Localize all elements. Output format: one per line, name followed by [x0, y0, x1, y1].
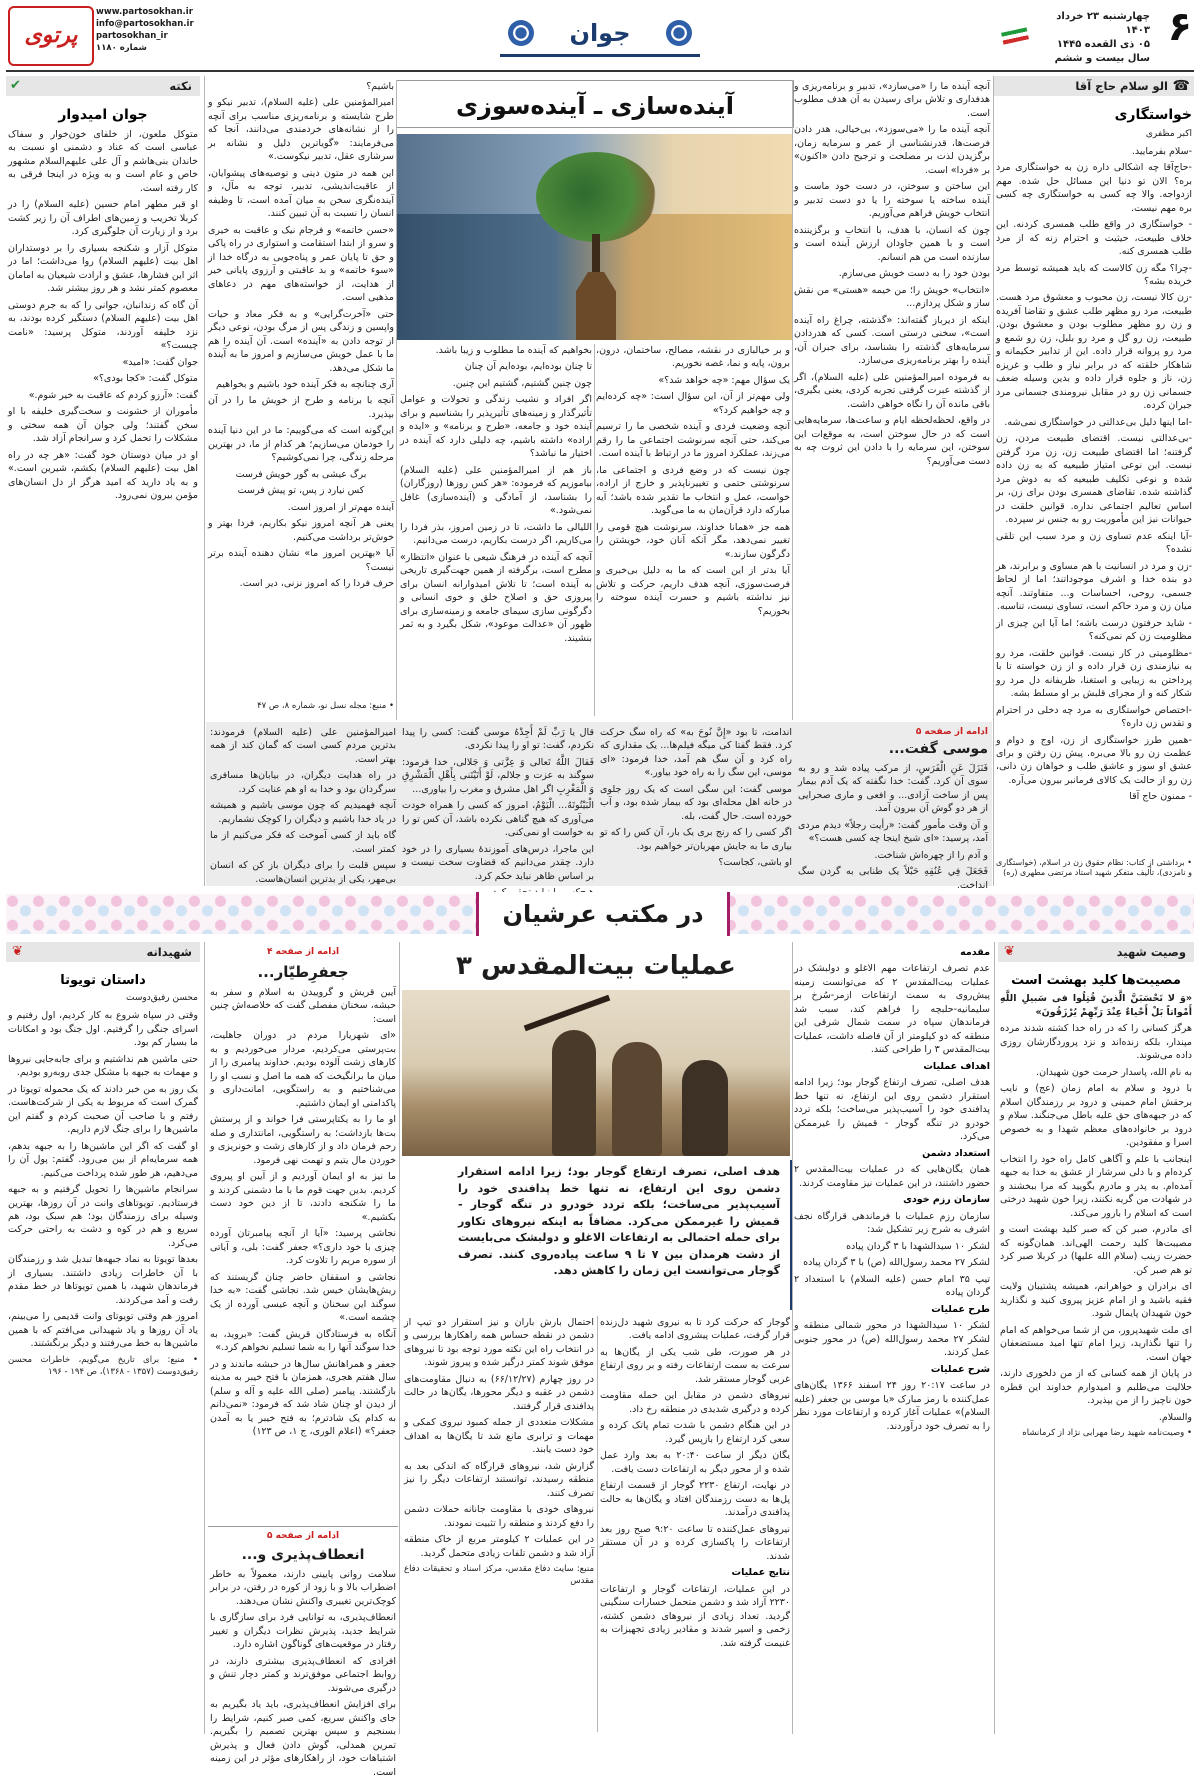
article-title: داستان تویوتا: [60, 973, 146, 988]
paragraph: یگان دیگر از ساعت ۲۰:۴۰ به بعد وارد عمل شده و از محور دیگر به ارتفاعات دست یافت.: [600, 1450, 790, 1475]
paragraph: این‌گونه است که می‌گوییم: ما در این دنیا آینده را خودمان می‌سازیم؛ هر کدام از ما، در بهترین مرحله زندگی، چرا نمی‌کوشیم؟: [208, 425, 394, 464]
paragraph: -اختصاص خواستگاری به مرد چه دخلی در احترام و تقدس زن داره؟: [996, 704, 1192, 730]
musa-continued: ادامه از صفحه ۵: [915, 727, 988, 737]
enetaf-article: [210, 1568, 396, 1778]
page-number: ۶: [1167, 4, 1192, 50]
paragraph: به نام الله، پاسدار حرمت خون شهیدان.: [1036, 1066, 1192, 1078]
footnote: • وصیت‌نامه شهید رضا مهرابی نژاد از کرمانشاه: [1022, 1427, 1192, 1438]
paragraph: آینده مهم‌تر از امروز است.: [287, 501, 394, 513]
amaliat-col-left: [794, 946, 990, 1732]
paragraph: در این عملیات ۲ کیلومتر مربع از خاک منطقه آزاد شد و دشمن تلفات زیادی متحمل گردید.: [404, 1534, 594, 1559]
toyota-article: [8, 968, 198, 1732]
jafar-article: [210, 986, 396, 1522]
paragraph: جعفر و همراهانش سال‌ها در حبشه ماندند و در سال هفتم هجری، همزمان با فتح خیبر به مدینه بازگشتند. پیامبر (صلی الله علیه و آله و سلم) از دیدن او چنان شاد شد که فرمود: «نمی‌دانم به کدام یک شادترم؛ به فتح خیبر یا به آمدن جعفر؟» (اعلام الوری، ج ۱، ص ۱۲۳): [210, 1358, 396, 1438]
paragraph: چون نیست که در وضع فردی و اجتماعی ما، سرنوشتی حتمی و تغییرناپذیر و خارج از اراده، خواست، عمل و انتخاب ما تقدیر شده باشد؛ آیه مبارکه دارد قرآن‌مان به ما می‌گوید.: [596, 464, 790, 517]
paragraph: ولی مهم‌تر از آن، این سؤال است: «چه کرده‌ایم و چه خواهیم کرد؟»: [596, 391, 790, 416]
paragraph: سلامت روانی پایینی دارند، معمولاً به خاطر اضطراب بالا و با زود از کوره در رفتن، در برابر کوچک‌ترین تغییری واکنش نشان می‌دهند.: [210, 1569, 396, 1607]
center-col-e: [208, 378, 394, 696]
paragraph: سپس قلبت را برای دیگران باز کن که انسان بی‌مهر، یکی از بدترین انسان‌هاست.: [210, 860, 396, 885]
paragraph: -بی‌عدالتی نیست. اقتضای طبیعت مردن، زن گرفتنه؛ اما اقتضای طبیعت زن، زن مرد گرفتن نیست. این نوعی امتیاز طبیعیه که به زن داده شده و نوعی تکلیف طبیعیه که به دوش مرد گذاشته شده. تقاضای همسری بودن برای زن، بر اساس تعالیم اجتماعی نداره. قوانین خلقت در حیوانات نیز این مأموریت رو به جنس نر سپرده.: [996, 433, 1192, 526]
author: اکبر مظفری: [1145, 128, 1192, 139]
subheading: نتایج عملیات: [731, 1567, 790, 1579]
paragraph: در نهایت، ارتفاع ۲۲۳۰ گوجار از قسمت ارتفاع پل‌ها به دست رزمندگان افتاد و یگان‌ها به حالت پدافندی درآمدند.: [600, 1480, 790, 1519]
subheading: طرح عملیات: [931, 1303, 990, 1315]
paragraph: متوکل گفت: «کجا بودی؟»: [93, 373, 198, 385]
center-col-b: [596, 344, 790, 716]
paragraph: «حسن خاتمه» و فرجام نیک و عاقبت به خیری و سرو از ابتدا استقامت و استواری در راه پاکی و حق تا پایان عمر و پناه‌جویی به درگاه خدا از «سوء خاتمه» و بد عاقبتی و آرزوی پایانی خیر از هدایت، از خواسته‌های مهم در دعاهای مذهبی است.: [208, 224, 394, 304]
social-handle[interactable]: partosokhan_ir: [96, 31, 168, 41]
paragraph: مأموران از خشونت و سخت‌گیری خلیفه با او سخن گفتند؛ ولی جوان آن همه سختی و مشکلات را تحمل کرد و سرانجام آزاد شد.: [8, 406, 198, 445]
paragraph: -مظلومیتی در کار نیست. قوانین خلقت، مرد رو به نیازمندی زن قرار داده و از زن خواسته تا با پرداختن به زیبایی و استغنا، ظریفانه دل مرد رو شکار کنه و از مجرای قلبش بر او مسلط بشه.: [996, 647, 1192, 700]
paragraph: اینکه از دیرباز گفته‌اند: «گذشته، چراغ راه آینده است»، سخنی درستی است. کسی که هدردادن سرمایه‌های گذشته را بشناسد، برای جبران آن، آینده را بهتر برنامه‌ریزی می‌سازد.: [794, 314, 990, 367]
paragraph: -همین طرز خواستگاری از زن، اوج و دوام و عظمت زن رو بالا می‌بره. پیش زن رفتن و برای عشق او سوز و عاشق طلب و خواهان زن دانی، زن رو از حالت یک کالای فرمانبر بیرون می‌آره.: [996, 734, 1192, 786]
paragraph: و آدم را از چهره‌اش شناخت.: [874, 849, 988, 861]
paragraph: فَقالَ اللَّهُ تَعالى وَ عِزَّتی وَ جَلالی، خدا فرمود: سوگند به عزت و جلالم، لَوْ أَتَیْتَنی بِأَهْلِ الْمَشْرِقِ وَ الْمَغْرِبِ اگر اهل مشرق و مغرب را بیاوری...: [402, 756, 594, 795]
paragraph: والسلام.: [1158, 1411, 1192, 1423]
paragraph: این ماجرا، درس‌های آموزندهٔ بسیاری را در خود دارد. چقدر می‌دانیم که قضاوت سخت نیست و بر اساس ظاهر نباید حکم کرد.: [402, 843, 594, 882]
paragraph: چون چنین گشتیم، گشتیم این چنین.: [452, 377, 592, 389]
center-footnote: • منبع: مجله نسل نو، شماره ۸، ص ۴۷: [257, 701, 394, 711]
paragraph: هرگز کسانی را که در راه خدا کشته شدند مرده مپندار، بلکه زنده‌اند و نزد پروردگارشان روزی داده می‌شوند.: [1000, 1023, 1192, 1062]
paragraph: در راه هدایت دیگران، در بیابان‌ها مسافری سرگردان بود و خدا به او هم عنایت کرد.: [210, 770, 396, 795]
tree-trunk: [592, 234, 600, 274]
khastegari-footnote: • برداشتی از کتاب: نظام حقوق زن در اسلام، (خواستگاری و نامزدی)، تألیف متفکر شهید استاد مرتضی مطهری (ره): [996, 858, 1192, 878]
soldier-figure: [552, 1030, 596, 1156]
paragraph: آیا «بهترین امروز ما» نشان دهنده آینده برتر نیست؟: [208, 548, 394, 573]
logo-text: پرتوی: [24, 23, 78, 49]
paragraph: اگر افراد و نشیب زندگی و تحولات و عوامل تأثیرگذار و زمینه‌های تأثیرپذیر را بشناسیم و برای آینده خود و جامعه، «طرح و برنامه» و «ایده و اراده» داشته باشیم، چه دلیلی دارد که آینده در اختیار ما نباشد؟: [400, 394, 592, 460]
paragraph: اگر کسی را که رنج بری یک بار، آن کس را که تو بیاری ما به جایش مهربان‌تر خواهیم بود.: [600, 827, 792, 852]
check-icon: ✔: [10, 78, 21, 93]
paragraph: نجاشی پرسید: «آیا از آنچه پیامبرتان آورده چیزی با خود داری؟» جعفر گفت: بلی، و آیاتی از سوره مریم را تلاوت کرد.: [210, 1228, 396, 1267]
paragraph: اللیالی ما داشت، تا در زمین امروز، بذر فردا را می‌کاریم، اگر درست بکاریم، درست می‌دانیم.: [400, 521, 592, 547]
paragraph: او ما را به یکتاپرستی فرا خواند و از پرستش بت‌ها بازداشت؛ به راستگویی، امانتداری و صله رحم فرمان داد و از کارهای زشت و خونریزی و خوردن مال یتیم و تهمت نهی فرمود.: [210, 1114, 396, 1166]
paragraph: ای مادرم، صبر کن که صبر کلید بهشت است و مصیبت‌ها کلید رحمت الهی‌اند. همان‌گونه که حضرت زینب (سلام الله علیها) در کربلا صبر کرد تو هم صبر کن.: [1000, 1224, 1192, 1276]
footnote: • منبع: برای تاریخ می‌گویم، خاطرات محسن رفیق‌دوست (۱۳۵۷ - ۱۳۶۸)، ص ۱۹۴ - ۱۹۶: [8, 1354, 198, 1377]
paragraph: برگ عیشی به گور خویش فرست: [235, 468, 367, 480]
paragraph: -زن کالا نیست، زن محبوب و معشوق مرد هست. طبیعت، مرد رو مظهر طلب عشق و تقاضا آفریده و زن رو مظهر مطلوب بودن و معشوق بودن. طبیعت، زن رو گل و مرد رو بلبل، زن رو شمع و مرد رو پروانه قرار داده. این از تدابیر حکیمانه و شاهکار خلقته که در برابر نیاز و طلب و غریزه زن، ناز و جلوه قرار داده و بدین وسیله ضعف جسمانی زن رو در مقابل نیرومندی جسمانی مرد جبران کرده.: [996, 292, 1192, 412]
center-col-c: [400, 344, 592, 716]
paragraph: بودن خود را به دست خویش می‌سازم.: [838, 268, 990, 280]
paragraph: فَنَزَلَ عَنِ الْفَرَسِ، از مرکب پیاده شد و رو به سوی آن کرد. گفت: خدا نگفته که یک آدم بیمار پس از ساخت آزادی... و افعی و ماری صحرایی از هر دو گوش آن بیرون آمد.: [798, 763, 988, 815]
paragraph: به فرموده امیرالمؤمنین علی (علیه السلام)، اگر از گذشته عبرت گرفتی تجربه کردی، یعنی بگیری، باقی مانده آن را نگاه خواهی داشت.: [794, 371, 990, 410]
subheading: اهداف عملیات: [923, 1060, 990, 1072]
paragraph: الْبَیْتُوتَهُ... الْیَوْمُ، امروز که کسی را همراه خودت می‌آوری که هیچ گناهی نکرده باشد، آن کس تو را به خواست او نمی‌کنی.: [402, 800, 594, 839]
musa-title: موسی گفت...: [888, 741, 988, 757]
paragraph: برای افزایش انعطاف‌پذیری، باید یاد بگیریم به جای واکنش سریع، کمی صبر کنیم، شرایط را بسنجیم و سپس بهترین تصمیم را بگیریم. تمرین همدلی، گوش دادن فعال و پذیرش اشتباهات خود، از راهکارهای مؤثر در این زمینه است.: [210, 1699, 396, 1778]
paragraph: آری چنانچه به فکر آینده خود باشیم و بخواهیم: [215, 379, 394, 390]
paragraph: این همه در متون دینی و توصیه‌های پیشوایان، از عاقبت‌اندیشی، تدبیر، توجه به مآل، و آینده‌نگری سخن به میان آمده است، تا وظیفه انسان را نسبت به آن تبیین کنند.: [208, 167, 394, 220]
musa-col-c: [402, 726, 594, 884]
logo: [8, 6, 94, 66]
paragraph: وقتی در سپاه شروع به کار کردیم، اول رفتیم و اسرای جنگی را گرفتیم. اول جنگ بود و امکانات ما بسیار کم بود.: [8, 1010, 198, 1049]
column-header-vasiat: [998, 942, 1194, 962]
amaliat-col-mid: [600, 1316, 790, 1732]
verse: «وَ لا تَحْسَبَنَّ الَّذینَ قُتِلُوا فی سَبیلِ اللَّهِ أَمْواتاً بَلْ أَحْیاءٌ عِنْدَ رَبِّهِمْ یُرْزَقُونَ»: [1000, 993, 1192, 1018]
date-lunar: ۰۵ ذی القعده ۱۴۴۵: [1056, 39, 1150, 50]
paragraph: آیین قریش و گروییدن به اسلام و سفر به حبشه، سخنان مفصلی گفت که خلاصه‌اش چنین است:: [210, 987, 396, 1025]
masthead: [0, 0, 1200, 70]
column-tag: شهیدانه: [146, 945, 192, 959]
paragraph: -چرا؟ مگه زن کالاست که باید همیشه توسط مرد خریده بشه؟: [996, 262, 1192, 287]
enetaf-continued: ادامه از صفحه ۵: [266, 1531, 340, 1541]
lake-tree-photo: [396, 134, 792, 340]
paragraph: نیروهای خودی با مقاومت جانانه حملات دشمن را دفع کردند و منطقه را تثبیت نمودند.: [404, 1504, 594, 1529]
paragraph: باز هم از امیرالمؤمنین علی (علیه السلام) بیاموزیم که فرموده: «هر کس روزها (روزگاران) را بشناسد، از آمادگی و (آینده‌سازی) غافل نمی‌شود.»: [400, 464, 592, 517]
paragraph: -زن و مرد در انسانیت با هم مساوی و برابرند، هر دو بنده خدا و اشرف موجوداتند؛ اما از لحاظ جسمی، روحی، احساسات و... متفاوتند. آنچه میان زن و مرد حاکم است، تساوی نیست، تناسبه.: [996, 560, 1192, 613]
paragraph: آن گاه که زندانبان، جوانی را که به جرم دوستی اهل بیت (علیهم السلام) دستگیر کرده بودند، به نزد خلیفه آوردند، متوکل پرسید: «نامت چیست؟»: [8, 299, 198, 352]
subheading: شرح عملیات: [930, 1363, 990, 1375]
paragraph: جوان گفت: «امید»: [122, 356, 198, 368]
paragraph: این ساختن و سوختن، در دست خود ماست و آینده ساخته یا سوخته را یا دو دست تدبیر و انتخاب خویش فراهم می‌آوریم.: [794, 181, 990, 220]
paragraph: با درود و سلام به امام زمان (عج) و نایب برحقش امام خمینی و درود بر رزمندگان اسلام که در جبهه‌های حق علیه باطل می‌جنگند. سلام و درود بر خانواده‌های معظم شهدا و به خصوص اسرا و مفقودین.: [1000, 1083, 1192, 1149]
subheading: استعداد دشمن: [922, 1147, 990, 1159]
amaliat-col-right: [404, 1316, 594, 1732]
paragraph: انعطاف‌پذیری، به توانایی فرد برای سازگاری با شرایط جدید، پذیرش نظرات دیگران و تغییر رفتار در موقعیت‌های گوناگون اشاره دارد.: [210, 1612, 396, 1651]
banner: [476, 892, 730, 936]
paragraph: فَجَعَلَ فِي عُنُقِهِ حَبْلاً یک طنابی به گردن سگ انداخت.: [798, 866, 988, 891]
paragraph: چون که انسان، با هدف، با انتخاب و برگزیننده است و با همین جاودان ارزش آینده است و سازنده است من هم انسانم.: [794, 224, 990, 263]
paragraph: لشکر ۱۰ سیدالشهدا در محور شمالی منطقه و لشکر ۲۷ محمد رسول‌الله (ص) در محور جنوبی عمل کردند.: [794, 1320, 990, 1359]
paragraph: آنچه که آینده در فرهنگ شیعی با عنوان «انتظار» مطرح است، برگرفته از همین جهت‌گیری تاریخی به آینده است؛ تا تلاش امیدوارانه انسان برای پیروزی حق و اصلاح خلق و خوی انسانی و دگرگونی سازی سیمای جامعه و زمینه‌سازی برای ظهور آن «عدالت موعود»، شکل بگیرد و به ثمر بنشیند.: [400, 551, 592, 644]
paragraph: بخواهیم که آینده ما مطلوب و زیبا باشد.: [435, 345, 592, 356]
paragraph: یک روز به من خبر دادند که یک محموله تویوتا در گمرک است که مربوط به یکی از شرکت‌هاست. رفتم و با صاحب آن صحبت کردم و گفتم این ماشین‌ها را برای جنگ لازم داریم.: [8, 1083, 198, 1136]
vasiat-article: [1000, 968, 1192, 1732]
paragraph: -سلام بفرمایید.: [1131, 145, 1192, 157]
paragraph: او قبر مطهر امام حسین (علیه السلام) را در کربلا تخریب و زمین‌های اطراف آن را زیر کشت برد و از زیارت آن جلوگیری کرد.: [8, 199, 198, 238]
issue-number: شماره ۱۱۸۰: [96, 43, 147, 53]
tulip-icon: ❦: [1004, 944, 1015, 959]
paragraph: کس نیارد ز پس، تو پیش فرست: [237, 485, 365, 497]
author: محسن رفیق‌دوست: [126, 993, 198, 1004]
banner-left-pattern: [6, 894, 476, 934]
ornament-icon: [508, 20, 534, 46]
enetaf-title: انعطاف‌پذیری و...: [241, 1547, 365, 1563]
paragraph: او گفت که اگر این ماشین‌ها را به جبهه بدهم، همه سرمایه‌ام از بین می‌رود. گفتم: پول آن را می‌دهیم، هر طور شده پرداخت می‌کنیم.: [8, 1140, 198, 1179]
section-title: جوان: [569, 19, 631, 47]
column-tag: وصیت شهید: [1116, 945, 1186, 959]
paragraph: بعدها تویوتا به نماد جبهه‌ها تبدیل شد و رزمندگان با آن خاطرات زیادی داشتند. بسیاری از فرماندهان شهید، با همین تویوتاها در خط مقدم رفت و آمد می‌کردند.: [8, 1254, 198, 1306]
javan-omidvar-article: [8, 102, 198, 886]
rifle: [524, 995, 611, 1031]
paragraph: ای ملت شهیدپرور، من از شما می‌خواهم که امام را تنها نگذارید، زیرا امام تنها امید مستضعفان جهان است.: [1000, 1324, 1192, 1363]
paragraph: نجاشی و اسقفان حاضر چنان گریستند که ریش‌هایشان خیس شد. نجاشی گفت: «به خدا سوگند این سخنان و آنچه عیسی آورده از یک چشمه است.»: [210, 1271, 396, 1324]
paragraph: - ممنون حاج آقا: [1129, 791, 1192, 803]
paragraph: -اما اینها دلیل بی‌عدالتی در خواستگاری نمی‌شه.: [1004, 416, 1192, 428]
paragraph: و آن وقت مأمور گفت: «رأیت رجلاً» دیدم مردی آمد، پرسید: «ای شیخ اینجا چه کسی هست؟»: [798, 819, 988, 845]
paragraph: حتی «آخرت‌گرایی» و به فکر معاد و حیات واپسین و زندگی پس از مرگ بودن، نوعی دیگر از توجه دادن به «آینده» است. آن آینده را هم ما با عمل خویش می‌سازیم و امروز ما به آینده ما شکل می‌دهد.: [208, 308, 394, 374]
paragraph: لشکر ۲۷ محمد رسول‌الله (ص) با ۳ گردان پیاده: [803, 1257, 990, 1269]
jafar-continued: ادامه از صفحه ۴: [266, 947, 340, 957]
paragraph: یک سؤال مهم: «چه خواهد شد؟»: [658, 374, 790, 386]
musa-col-b: [600, 726, 792, 884]
website-link[interactable]: www.partosokhan.ir: [96, 7, 193, 17]
column-header-shahidane: [6, 942, 200, 962]
tulip-icon: ❦: [12, 944, 23, 959]
paragraph: امیرالمؤمنین علی (علیه السلام) فرمودند: بدترین مردم کسی است که گمان کند از همه بهتر است.: [210, 727, 396, 765]
subheading: مقدمه: [960, 947, 990, 958]
paragraph: آنچه با برنامه و طرح از خویش ما را در آن بپذیرد.: [208, 395, 394, 420]
date-solar: چهارشنبه ۲۳ خرداد ۱۴۰۳: [1056, 11, 1150, 36]
paragraph: در پایان از همه کسانی که از من دلخوری دارند، حلالیت می‌طلبم و امیدوارم خداوند این قطره خون ناچیز را از من بپذیرد.: [1000, 1368, 1192, 1407]
section-title-box: [500, 14, 700, 57]
contact-block: [96, 6, 216, 54]
paragraph: تیپ ۳۵ امام حسن (علیه السلام) با استعداد ۲ گردان پیاده: [794, 1273, 991, 1299]
paragraph: نیروهای عمل‌کننده تا ساعت ۹:۲۰ صبح روز بعد ارتفاعات را پاکسازی کرده و در آن مستقر شدند.: [600, 1523, 790, 1562]
paragraph: مشکلات متعددی از جمله کمبود نیروی کمکی و مهمات و ترابری مانع شد تا یگان‌ها به اهداف خود دست یابند.: [404, 1417, 594, 1456]
banner-title: در مکتب عرشیان: [502, 900, 704, 928]
paragraph: در واقع، لحظه‌لحظه ایام و ساعت‌ها، سرمایه‌هایی است که در حال سوختن است، به موقع‌ات این سوختن، این سرمایه را با دادن این ثروت چه به دست می‌آوریم؟: [794, 415, 990, 467]
tree-crown: [536, 152, 656, 242]
paragraph: اینجانب با علم و آگاهی کامل راه خود را انتخاب کرده‌ام و با دلی سرشار از عشق به خدا به جبهه آمده‌ام. به پدر و مادرم بگویید که مرا ببخشند و در شهادت من گریه نکنند، زیرا خون شهید درختی است که اسلام را بارور می‌کند.: [1000, 1153, 1192, 1219]
paragraph: «ای شهریارا مردم در دوران جاهلیت، بت‌پرستی می‌کردیم، مردار می‌خوردیم و به کارهای زشت آلوده بودیم. خداوند پیامبری را از میان ما برانگیخت که همه ما اصل و نسب او را می‌شناختیم و به راستگویی، امانت‌داری و پاکدامنی او ایمان داشتیم.: [210, 1030, 396, 1109]
paragraph: ما نیز به او ایمان آوردیم و از آیین او پیروی کردیم. بدین جهت قوم ما با ما دشمنی کردند و ما را شکنجه دادند، تا از دین خود دست بکشیم.»: [210, 1171, 396, 1223]
paragraph: در این هنگام دشمن با شدت تمام پاتک کرده و سعی کرد ارتفاع را بازپس گیرد.: [600, 1420, 790, 1445]
paragraph: سرانجام ماشین‌ها را تحویل گرفتیم و به جبهه فرستادیم. تویوتاهای وانت در آن روزها، بهترین وسیله برای رزمندگان بود؛ هم سبک بود، هم سریع و هم در کوه و دشت به راحتی حرکت می‌کرد.: [8, 1184, 198, 1249]
paragraph: آنگاه به فرستادگان قریش گفت: «بروید، به خدا سوگند آنها را به شما تسلیم نخواهم کرد.»: [210, 1328, 396, 1354]
paragraph: متوکل ملعون، از خلفای خون‌خوار و سفاک عباسی است که عناد و دشمنی او نسبت به خاندان بنی‌هاشم و آل علی علیهم‌السلام مشهور خاص و عام است و به ویژه در اینجا فرقی به کار رفته است.: [8, 128, 198, 194]
paragraph: آنچه وضعیت فردی و آینده شخصی ما را ترسیم می‌کند، حتی آنچه سرنوشت اجتماعی ما را رقم می‌زند، عملکرد امروز ما در ارتباط با آینده است.: [596, 421, 790, 460]
center-col-a: [794, 80, 990, 716]
amaliat-title: عملیات بیت‌المقدس ۳: [456, 951, 736, 981]
paragraph: تا چنان بوده‌ایم، بوده‌ایم آن چنان: [464, 361, 592, 373]
column-header-alo-salam: [994, 76, 1194, 96]
paragraph: متوکل آزار و شکنجه بسیاری را بر دوستداران اهل بیت (علیهم السلام) روا می‌داشت؛ اما در اثر این فشارها، عشق و ارادت شیعیان به امامان معصوم کمتر نشد و هر روز بیشتر شد.: [8, 242, 198, 295]
column-tag: نکته: [169, 79, 192, 93]
jafar-title: جعفرِطیّار...: [257, 963, 349, 981]
paragraph: -آیا اینکه عدم تساوی زن و مرد سبب این تلقی نشده؟: [996, 530, 1192, 556]
paragraph: -حاج‌آقا چه اشکالی داره زن به خواستگاری مرد بره؟ الان تو دنیا این مسائل حل شده. مهم ازدواجه. والا چه کسی به خواستگاری چه کسی بره مهم نیست.: [996, 162, 1192, 214]
paragraph: در روز چهارم (۶۶/۱۲/۲۷) به دنبال مقاومت‌های دشمن در عقبه و دیگر محورها، یگان‌ها در حالت پدافندی قرار گرفتند.: [404, 1373, 594, 1412]
pier: [546, 272, 646, 340]
pull-quote: [454, 1160, 793, 1310]
paragraph: نیروهای دشمن در مقابل این حمله مقاومت کرده و درگیری شدیدی در منطقه رخ داد.: [600, 1390, 790, 1415]
paragraph: قال یا رَبِّ لَمْ أَجِدْهُ موسی گفت: کسی را پیدا نکردم، گفت: تو او را پیدا نکردی.: [402, 727, 594, 752]
paragraph: همه جز «همانا خداوند، سرنوشت هیچ قومی را تغییر نمی‌دهد، مگر آنکه آنان خود، خویشتن را دگرگون سازند.»: [596, 521, 790, 560]
soldiers-photo: [402, 990, 790, 1156]
article-title: مصیبت‌ها کلید بهشت است: [1011, 973, 1181, 988]
paragraph: موسی گفت: این سگی است که یک روز جلوی در خانه اهل محله‌ای بود که بیمار شده بود، و آب خورده است. حال گفت، بله.: [600, 783, 792, 822]
paragraph: عدم تصرف ارتفاعات مهم الاغلو و دولبشک در عملیات بیت‌المقدس ۲ که می‌توانست زمینه پیش‌روی به سمت ارتفاعات ازمر-سُرخ بر سلیمانیه-حلبچه را فراهم کند، سبب شد فرماندهان سپاه در سمت شمال شرقی این منطقه که دو کیلومتر از آن فاصله داشت، عملیات بیت‌المقدس ۳ را طراحی کنند.: [794, 963, 990, 1056]
flag-icon: [1001, 27, 1029, 44]
paragraph: همان یگان‌هایی که در عملیات بیت‌المقدس ۲ حضور داشتند، در این عملیات نیز مقاومت کردند.: [794, 1164, 990, 1189]
paragraph: افرادی که انعطاف‌پذیری بیشتری دارند، در روابط اجتماعی موفق‌ترند و کمتر دچار تنش و درگیری می‌شوند.: [210, 1655, 396, 1694]
paragraph: - شاید حرفتون درست باشه؛ اما آیا این چیزی از مظلومیت زن کم نمی‌کنه؟: [996, 617, 1192, 643]
paragraph: باشیم؟: [366, 81, 394, 92]
center-col-d: [208, 80, 394, 374]
paragraph: یعنی هر آنچه امروز نیکو بکاریم، فردا بهتر و خوش‌تر برداشت می‌کنیم.: [208, 518, 394, 543]
year-line: سال بیست و ششم: [1054, 53, 1150, 64]
subheading: سازمان رزم خودی: [903, 1194, 990, 1206]
paragraph: احتمال بارش باران و نیز استقرار دو تیپ از دشمن در نقطه حساس همه راهکارها بررسی و در انتخاب راه این نکته مورد توجه بود تا نیروهای موفق شوند کمتر درگیر شده و پیروز شوند.: [404, 1317, 594, 1369]
paragraph: حتی ماشین هم نداشتیم و برای جابه‌جایی نیروها و مهمات به جبهه با مشکل جدی روبه‌رو بودیم.: [8, 1053, 198, 1079]
paragraph: امروز هم وقتی تویوتای وانت قدیمی را می‌بینم، یاد آن روزها و یاد شهیدانی می‌افتم که با همین ماشین‌ها به خط می‌رفتند و دیگر برنگشتند.: [8, 1311, 198, 1350]
pull-quote-text: هدف اصلی، تصرف ارتفاع گوجار بود؛ زیرا ادامه استقرار دشمن روی این ارتفاع، نه تنها خط پدافندی خود را آسیب‌پذیر می‌ساخت؛ بلکه تردد خودرو در تنگه گوجار - قمیش را غیرممکن می‌کرد. مضافاً به اینکه نیروهای تکاور برای حمله احتمالی به ارتفاعات الاغلو و دولبشک می‌بایست از دشت هرمدان بین ۷ تا ۹ ساعت پیاده‌روی کنند. تصرف گوجار می‌توانست این زمان را کاهش دهد.: [458, 1165, 780, 1277]
paragraph: آنچه آینده ما را «می‌سوزد»، بی‌خیالی، هدر دادن فرصت‌ها، قدرنشناسی از عمر و سرمایه زمان، برگزیدن لذت بر مصلحت و ترجیح دادن «اکنون» بر «فردا» است.: [794, 124, 990, 176]
musa-col-d: [210, 726, 396, 884]
phone-icon: ☎: [1172, 78, 1190, 94]
paragraph: در هر صورت، طی شب یکی از یگان‌ها به سرعت به سمت ارتفاعات رفته و بر روی ارتفاع غربی گوجار مستقر شد.: [600, 1346, 790, 1385]
paragraph: او در میان دوستان خود گفت: «هر چه در راه اهل بیت (علیهم السلام) بکشم، شیرین است.» و به یاد دارید که امید هرگز از دل انسان‌های مؤمن بیرون نمی‌رود.: [8, 449, 198, 501]
paragraph: آنچه فهمیدیم که چون موسی باشیم و همیشه در یاد خدا باشیم و دیگران را کوچک نشماریم.: [210, 800, 396, 825]
banner-right-pattern: [724, 894, 1194, 934]
column-tag: الو سلام حاج آقا: [1075, 79, 1168, 93]
column-header-nokte: [6, 76, 200, 96]
date-block: [1030, 10, 1150, 66]
paragraph: هدف اصلی، تصرف ارتفاع گوجار بود؛ زیرا ادامه استقرار دشمن روی این ارتفاع، نه تنها خط پدافندی خود را آسیب‌پذیر می‌ساخت؛ بلکه تردد خودرو در تنگه گوجار - قمیش را غیرممکن می‌کرد.: [794, 1077, 990, 1143]
article-title: جوان امیدوار: [58, 107, 148, 123]
paragraph: ای برادران و خواهرانم، همیشه پشتیبان ولایت فقیه باشید و از امام عزیز پیروی کنید و نگذارید خون شهیدان پایمال شود.: [1000, 1281, 1192, 1320]
paragraph: منبع: سایت دفاع مقدس، مرکز اسناد و تحقیقات دفاع مقدس: [404, 1564, 594, 1587]
paragraph: آنچه آینده ما را «می‌سازد»، تدبیر و برنامه‌ریزی و هدفداری و تلاش برای رسیدن به آن هدف مطلوب است.: [794, 81, 990, 119]
khastegari-article: [996, 102, 1192, 882]
musa-col-a: [798, 762, 988, 891]
paragraph: امیرالمؤمنین علی (علیه السلام)، تدبیر نیکو و طرح شایسته و برنامه‌ریزی مناسب برای آنچه را از نشانه‌های خردمندی می‌دانند، آنجا که می‌فرمایند: «گویاترین دلیل و نشانه بر سرشاری عقل، تدبیر نیکوست.»: [208, 97, 394, 163]
paragraph: - خواستگاری در واقع طلب همسری کردنه. این خلاف طبیعت، حیثیت و احترام زنه که از مرد طلب همسری کنه.: [996, 219, 1192, 258]
headline-box: [396, 80, 794, 128]
headline: آینده‌سازی ـ آینده‌سوزی: [456, 92, 734, 120]
soldier-figure: [612, 1042, 662, 1156]
article-title: خواستگاری: [1114, 107, 1192, 123]
paragraph: آیا بدتر از این است که ما به دلیل بی‌خبری و فرصت‌سوزی، آنچه هدف داریم، حرکت و تلاش نیز نداشته باشیم و حسرت آینده سوخته را بخوریم؟: [596, 565, 790, 617]
paragraph: و بر خیالبازی در نقشه، مصالح، ساختمان، درون، برون، پایه و نما، غصه نخوریم.: [596, 345, 790, 370]
paragraph: لشکر ۱۰ سیدالشهدا با ۳ گردان پیاده: [846, 1240, 990, 1252]
paragraph: در ساعت ۲۰:۱۷ روز ۲۴ اسفند ۱۳۶۶ یگان‌های عمل‌کننده با رمز مبارک «یا موسی بن جعفر (علیه السلام)» عملیات آغاز کرده و ارتفاعات مورد نظر را به تصرف خود درآوردند.: [794, 1380, 990, 1432]
paragraph: گفت: «آرزو کردم که عاقبت به خیر شوم.»: [28, 389, 198, 401]
paragraph: گوجار که حرکت کرد تا به نیروی شهید دل‌زنده قرار گرفت، عملیات پیشروی ادامه یافت.: [600, 1317, 790, 1342]
paragraph: «انتخاب» خویش را؛ من خیمه «هستی» من نقش ساز و شکل پردازم...: [794, 284, 990, 310]
paragraph: او باشی، کجاست؟: [718, 857, 792, 869]
paragraph: حرف فردا را که امروز نزنی، دیر است.: [239, 578, 394, 590]
soldier-figure: [682, 1060, 728, 1156]
paragraph: گزارش شد، نیروهای قرارگاه که اندکی بعد به منطقه رسیدند، توانستند ارتفاعات دیگر را نیز تصرف کنند.: [404, 1460, 594, 1499]
paragraph: سازمان رزم عملیات با فرماندهی قرارگاه نجف اشرف به شرح زیر تشکیل شد:: [794, 1210, 990, 1236]
paragraph: در این عملیات، ارتفاعات گوجار و ارتفاعات ۲۲۳۰ آزاد شد و دشمن متحمل خسارات سنگینی گردید. تعداد زیادی از نیروهای دشمن کشته، زخمی و اسیر شدند و مقادیر زیادی تجهیزات به غنیمت گرفته شد.: [600, 1583, 790, 1649]
email-link[interactable]: info@partosokhan.ir: [96, 19, 194, 29]
paragraph: گاه باید از کسی آموخت که فکر می‌کنیم از ما کمتر است.: [210, 830, 396, 855]
paragraph: اندامت، تا بود «إِنَّ نُوحَ به» که راه سگ حرکت کرد. فقط گفتا کی میگه فیلم‌ها... یک مقداری که راه کرد و آن سگ هم آمد، خدا فرمود: «ای موسی، این سگ را به راه خود بیاور.»: [600, 727, 792, 779]
